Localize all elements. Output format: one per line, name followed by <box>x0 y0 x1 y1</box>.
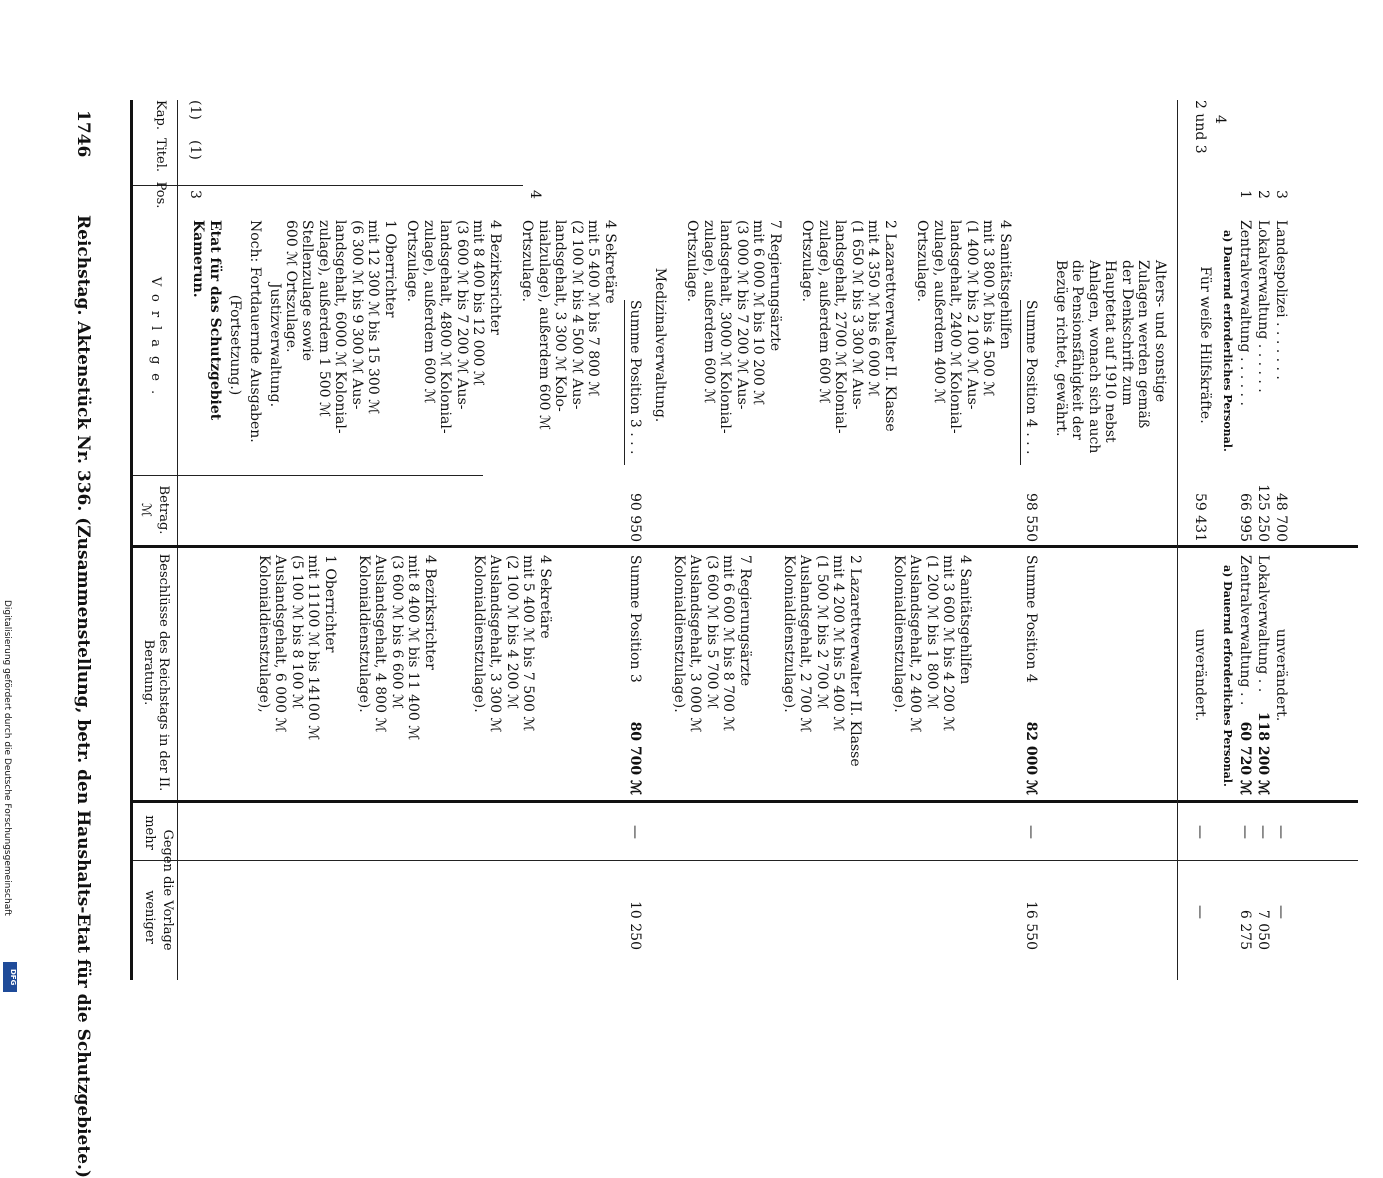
vorlage-regierungsaerzte: 7 Regierungsärzte mit 6 000 ℳ bis 10 200 ℳ (3 000 ℳ bis 7 200 ℳ Aus- landsgehalt, 3000 ℳ Kolonial- zulage), außerdem 600 ℳ Ortszulage. <box>684 220 783 434</box>
item-value-2: 125 250 <box>1255 484 1271 542</box>
kap-number: (1) <box>187 100 203 120</box>
beschluss-bezirksrichter: 4 Bezirksrichter mit 8 400 ℳ bis 11 400 ℳ (3 600 ℳ bis 6 600 ℳ Auslandsgehalt, 4 800 ℳ Kolonialdienstzulage). <box>355 555 438 741</box>
vorlage-oberrichter: 1 Oberrichter mit 12 300 ℳ bis 15 300 ℳ (6 300 ℳ bis 9 300 ℳ Aus- landsgehalt, 6000 ℳ Kolonial- zulage), außerdem 1 500 ℳ Stellenzulage sowie 600 ℳ Ortszulage. <box>282 220 398 434</box>
header-betrag-unit: ℳ <box>138 503 153 517</box>
beschluss-sanitaet: 4 Sanitätsgehilfen mit 3 600 ℳ bis 4 200 ℳ (1 200 ℳ bis 1 800 ℳ Auslandsgehalt, 2 400 ℳ Kolonialdienstzulage). <box>890 555 973 733</box>
mehr-lokal: — <box>1255 825 1271 839</box>
col-divider-beschluesse <box>133 800 1358 803</box>
etat-title: Etat für das Schutzgebiet Kamerun. <box>190 220 223 421</box>
column-header-rule <box>177 100 178 980</box>
dfg-logo: DFG <box>3 962 17 992</box>
sum-rule-3 <box>624 300 625 465</box>
weniger-lokal: 7 050 <box>1255 909 1271 950</box>
item-label-3: Landespolizei . . . . . . . <box>1273 220 1289 380</box>
weniger-landespolizei: — <box>1273 905 1289 919</box>
fortdauernde-label: Noch: Fortdauernde Ausgaben. <box>247 220 263 443</box>
beschluss-oberrichter: 1 Oberrichter mit 11100 ℳ bis 14100 ℳ (5 100 ℳ bis 8 100 ℳ Auslandsgehalt, 6 000 ℳ Kolonialdienstzulage), <box>255 555 338 741</box>
fuer-weisse-value: 59 431 <box>1192 493 1208 542</box>
medizinal-heading: Medizinalverwaltung. <box>652 267 668 423</box>
beschluss-summe-4-label: Summe Position 4 <box>1023 555 1039 683</box>
mehr-summe-3: — <box>627 825 643 839</box>
pos-3-number: 3 <box>187 190 203 199</box>
vorlage-summe-3-value: 90 950 <box>627 493 643 542</box>
col-divider-vorlage <box>133 545 1358 548</box>
footer-text: Digitalisierung gefördert durch die Deutsche Forschungsgemeinschaft <box>2 600 12 916</box>
header-kap: Kap. <box>153 100 168 130</box>
beschluss-lokal-value: 118 200 ℳ <box>1255 711 1271 795</box>
header-titel: Titel. <box>153 137 168 173</box>
beschluss-summe-4-value: 82 000 ℳ <box>1023 721 1039 795</box>
beschluss-unveraendert-2: unverändert. <box>1273 628 1289 722</box>
vorlage-lazarett: 2 Lazarettverwalter II. Klasse mit 4 350 ℳ bis 6 000 ℳ (1 650 ℳ bis 3 300 ℳ Aus- landsgehalt, 2700 ℳ Kolonial- zulage), außerdem 600 ℳ Ortszulage. <box>799 220 898 434</box>
beschluss-zentral-value: 60 720 ℳ <box>1237 721 1253 795</box>
vorlage-bezirksrichter: 4 Bezirksrichter mit 8 400 bis 12 000 ℳ (3 600 ℳ bis 7 200 ℳ Aus- landsgehalt, 4800 ℳ Kolonial- zulage), außerdem 600 ℳ Ortszulage. <box>404 220 503 434</box>
weniger-summe-3: 10 250 <box>627 901 643 950</box>
col-divider-kap <box>133 185 523 186</box>
mehr-weisse: — <box>1192 825 1208 839</box>
mehr-landespolizei: — <box>1273 825 1289 839</box>
header-betrag: Betrag. <box>156 485 171 535</box>
header-mehr: mehr <box>142 815 157 850</box>
header-gegen: Gegen die Vorlage <box>160 829 175 951</box>
pos-4-number: 4 <box>527 190 543 199</box>
header-rule <box>130 100 133 980</box>
fortsetzung-label: (Fortsetzung.) <box>227 294 243 396</box>
kap-2und3: 2 und 3 <box>1192 100 1208 154</box>
beschluss-lazarett: 2 Lazarettverwalter II. Klasse mit 4 200 ℳ bis 5 400 ℳ (1 500 ℳ bis 2 700 ℳ Auslandsgehalt, 2 700 ℳ Kolonialdienstzulage). <box>780 555 863 767</box>
section-rule <box>1177 100 1178 980</box>
item-value-1: 66 995 <box>1237 493 1253 542</box>
vorlage-summe-4-label: Summe Position 4 . . . <box>1023 300 1039 455</box>
dauernd-heading-right: a) Dauernd erforderliches Personal. <box>1221 565 1234 787</box>
alterszulagen-note: Alters- und sonstige Zulagen werden gemäß der Denkschrift zum Hauptetat auf 1910 nebst Anlagen, wonach sich auch die Pensionsfähigkeit der Bezüge richtet, gewährt. <box>1052 260 1168 454</box>
mehr-zentral: — <box>1237 825 1253 839</box>
sum-rule-4 <box>1020 300 1021 465</box>
header-weniger: weniger <box>142 890 157 944</box>
beschluss-unveraendert-1: unverändert. <box>1192 628 1208 722</box>
titel-number: (1) <box>187 140 203 160</box>
vorlage-summe-4-value: 98 550 <box>1023 493 1039 542</box>
item-label-1: Zentralverwaltung . . . . . . <box>1237 220 1253 406</box>
item-label-2: Lokalverwaltung . . . . . . <box>1255 220 1271 393</box>
weniger-zentral: 6 275 <box>1237 909 1253 950</box>
beschluss-regierungsaerzte: 7 Regierungsärzte mit 6 600 ℳ bis 8 700 ℳ (3 600 ℳ bis 5 700 ℳ Auslandsgehalt, 3 000 ℳ Kolonialdienstzulage). <box>670 555 753 733</box>
kap-4: 4 <box>1212 115 1228 124</box>
beschluss-summe-3-value: 80 700 ℳ <box>627 721 643 795</box>
fuer-weisse-heading: Für weiße Hilfskräfte. <box>1197 266 1213 424</box>
header-vorlage: Vorlage. <box>148 276 163 404</box>
vorlage-summe-3-label: Summe Position 3 . . . <box>627 300 643 455</box>
justiz-heading: Justizverwaltung. <box>267 282 283 408</box>
item-pos-3: 3 <box>1273 190 1289 199</box>
item-value-3: 48 700 <box>1273 493 1289 542</box>
beschluss-zentral-label: Zentralverwaltung . . <box>1237 555 1253 706</box>
weniger-summe-4: 16 550 <box>1023 901 1039 950</box>
col-divider-mehr <box>133 860 1358 861</box>
vorlage-sanitaet: 4 Sanitätsgehilfen mit 3 800 ℳ bis 4 500 ℳ (1 400 ℳ bis 2 100 ℳ Aus- landsgehalt, 2400 ℳ Kolonial- zulage), außerdem 400 ℳ Ortszulage. <box>914 220 1013 434</box>
mehr-summe-4: — <box>1023 825 1039 839</box>
col-divider-betrag <box>133 475 483 476</box>
dauernd-heading-left: a) Dauernd erforderliches Personal. <box>1221 230 1234 452</box>
weniger-weisse: — <box>1192 905 1208 919</box>
beschluss-sekretaere: 4 Sekretäre mit 5 400 ℳ bis 7 500 ℳ (2 100 ℳ bis 4 200 ℳ Auslandsgehalt, 3 300 ℳ Kolonialdienstzulage). <box>470 555 553 733</box>
item-pos-1: 1 <box>1237 190 1253 199</box>
footer <box>0 0 20 1000</box>
item-pos-2: 2 <box>1255 190 1271 199</box>
page-title: Reichstag. Aktenstück Nr. 336. (Zusammenstellung, betr. den Haushalts-Etat für die Schutzgebiete.) <box>73 215 93 1178</box>
vorlage-sekretaere: 4 Sekretäre mit 5 400 ℳ bis 7 800 ℳ (2 100 ℳ bis 4 500 ℳ Aus- landsgehalt, 3 300 ℳ Kolo- nialzulage), außerdem 600 ℳ Ortszulage. <box>519 220 618 430</box>
beschluss-lokal-label: Lokalverwaltung . . <box>1255 555 1271 693</box>
header-beschluesse: Beschlüsse des Reichstags in der II. Beratung. <box>140 553 171 792</box>
header-pos: Pos. <box>153 181 168 209</box>
beschluss-summe-3-label: Summe Position 3 <box>627 555 643 683</box>
page-number: 1746 <box>73 110 93 158</box>
